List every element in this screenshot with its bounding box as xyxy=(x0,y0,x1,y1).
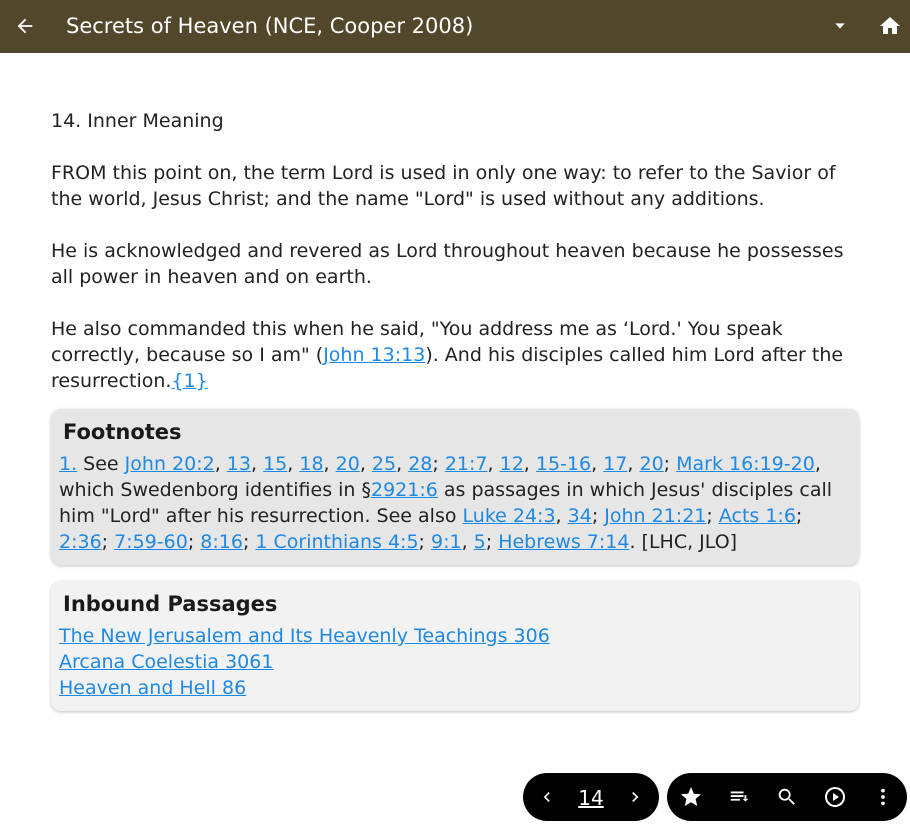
passage-paragraph-3 xyxy=(51,316,859,394)
scripture-link[interactable]: 8:16 xyxy=(200,531,243,553)
contents-button[interactable] xyxy=(719,773,759,821)
chevron-left-icon xyxy=(537,787,557,807)
scripture-link[interactable]: 7:59-60 xyxy=(114,531,188,553)
footnote-number-link[interactable]: 1. xyxy=(59,453,78,475)
scripture-link[interactable]: 34 xyxy=(567,505,592,527)
footnote-text: See xyxy=(77,453,125,475)
passage-content xyxy=(51,108,859,727)
passage-paragraph-1: FROM this point on, the term Lord is used in only one way: to refer to the Savior of the world, Jesus Christ; and the name "Lord" is used without any additions. xyxy=(51,162,836,210)
caret-down-icon xyxy=(832,18,848,34)
scripture-link[interactable]: 9:1 xyxy=(430,531,462,553)
previous-page-button[interactable] xyxy=(527,773,567,821)
inbound-list xyxy=(59,623,851,701)
audio-play-button[interactable] xyxy=(815,773,855,821)
footnote-text: , which Swedenborg identifies in § xyxy=(59,453,821,501)
scripture-link[interactable]: John 20:2 xyxy=(124,453,215,475)
more-vertical-icon xyxy=(872,786,894,808)
scripture-link[interactable]: 5 xyxy=(473,531,486,553)
arrow-left-icon xyxy=(14,15,36,37)
page-number[interactable]: 14 xyxy=(578,786,604,810)
page-title: Secrets of Heaven (NCE, Cooper 2008) xyxy=(66,14,474,38)
scripture-link[interactable]: 20 xyxy=(335,453,360,475)
paragraph-text: He also commanded this when he said, "You address me as ‘Lord.' You speak correctly, because so I am" ( xyxy=(51,318,783,366)
paragraph-text: ). And his disciples called him Lord after the resurrection. xyxy=(51,344,844,392)
passage-heading: 14. Inner Meaning xyxy=(51,110,224,132)
scripture-link[interactable]: 18 xyxy=(299,453,324,475)
play-circle-icon xyxy=(823,785,847,809)
list-icon xyxy=(728,786,750,808)
bookmark-button[interactable] xyxy=(671,773,711,821)
scripture-link[interactable]: 2:36 xyxy=(59,531,102,553)
scripture-link[interactable]: 21:7 xyxy=(444,453,488,475)
app-bar xyxy=(0,0,910,53)
inbound-passage-link[interactable]: Heaven and Hell 86 xyxy=(59,677,247,699)
more-options-button[interactable] xyxy=(863,773,903,821)
passage-paragraph-2: He is acknowledged and revered as Lord throughout heaven because he possesses all power in heaven and on earth. xyxy=(51,240,844,288)
footnote-1: 1. See John 20:2, 13, 15, 18, 20, 25, 28; 21:7, 12, 15-16, 17, 20; Mark 16:19-20, which Swedenborg identifies in §2921:6 as passages in which Jesus' disciples call him "Lord" after his resurrection. See also Luke 24:3, 34; John 21:21; Acts 1:6; 2:36; 7:59-60; 8:16; 1 Corinthians 4:5; 9:1, 5; Hebrews 7:14. [LHC, JLO] xyxy=(59,453,833,553)
scripture-link[interactable]: 1 Corinthians 4:5 xyxy=(255,531,419,553)
scripture-link[interactable]: 28 xyxy=(408,453,433,475)
scripture-link[interactable]: John 21:21 xyxy=(604,505,707,527)
scripture-link[interactable]: John 13:13 xyxy=(323,344,426,366)
scripture-link[interactable]: Luke 24:3 xyxy=(462,505,556,527)
scripture-link[interactable]: 15-16 xyxy=(535,453,592,475)
scripture-link[interactable]: 25 xyxy=(371,453,397,475)
inbound-passage-link[interactable]: The New Jerusalem and Its Heavenly Teachings 306 xyxy=(59,625,550,647)
footnote-link[interactable]: {1} xyxy=(171,370,208,392)
footnotes-title: Footnotes xyxy=(63,420,182,444)
footnotes-card xyxy=(51,409,859,565)
tools-bar xyxy=(667,773,907,821)
next-page-button[interactable] xyxy=(615,773,655,821)
scripture-link[interactable]: 17 xyxy=(603,453,628,475)
footnote-text: . [LHC, JLO] xyxy=(629,531,738,553)
title-dropdown-button[interactable] xyxy=(823,9,857,43)
back-button[interactable] xyxy=(8,9,42,43)
search-icon xyxy=(776,786,798,808)
star-icon xyxy=(679,785,703,809)
inbound-passages-card xyxy=(51,581,859,711)
scripture-link[interactable]: Mark 16:19-20 xyxy=(676,453,815,475)
scripture-link[interactable]: 15 xyxy=(263,453,288,475)
page-navigator xyxy=(523,773,659,821)
scripture-link[interactable]: 12 xyxy=(499,453,524,475)
home-icon xyxy=(878,14,902,38)
inbound-passages-title: Inbound Passages xyxy=(63,592,278,616)
footnote-text: as passages in which Jesus' disciples call him "Lord" after his resurrection. See also xyxy=(59,479,833,527)
scripture-link[interactable]: 13 xyxy=(226,453,251,475)
chevron-right-icon xyxy=(625,787,645,807)
scripture-link[interactable]: Acts 1:6 xyxy=(718,505,796,527)
scripture-link[interactable]: 20 xyxy=(639,453,664,475)
section-link[interactable]: 2921:6 xyxy=(371,479,438,501)
scripture-link[interactable]: Hebrews 7:14 xyxy=(498,531,630,553)
search-button[interactable] xyxy=(767,773,807,821)
home-button[interactable] xyxy=(873,9,907,43)
inbound-passage-link[interactable]: Arcana Coelestia 3061 xyxy=(59,651,274,673)
